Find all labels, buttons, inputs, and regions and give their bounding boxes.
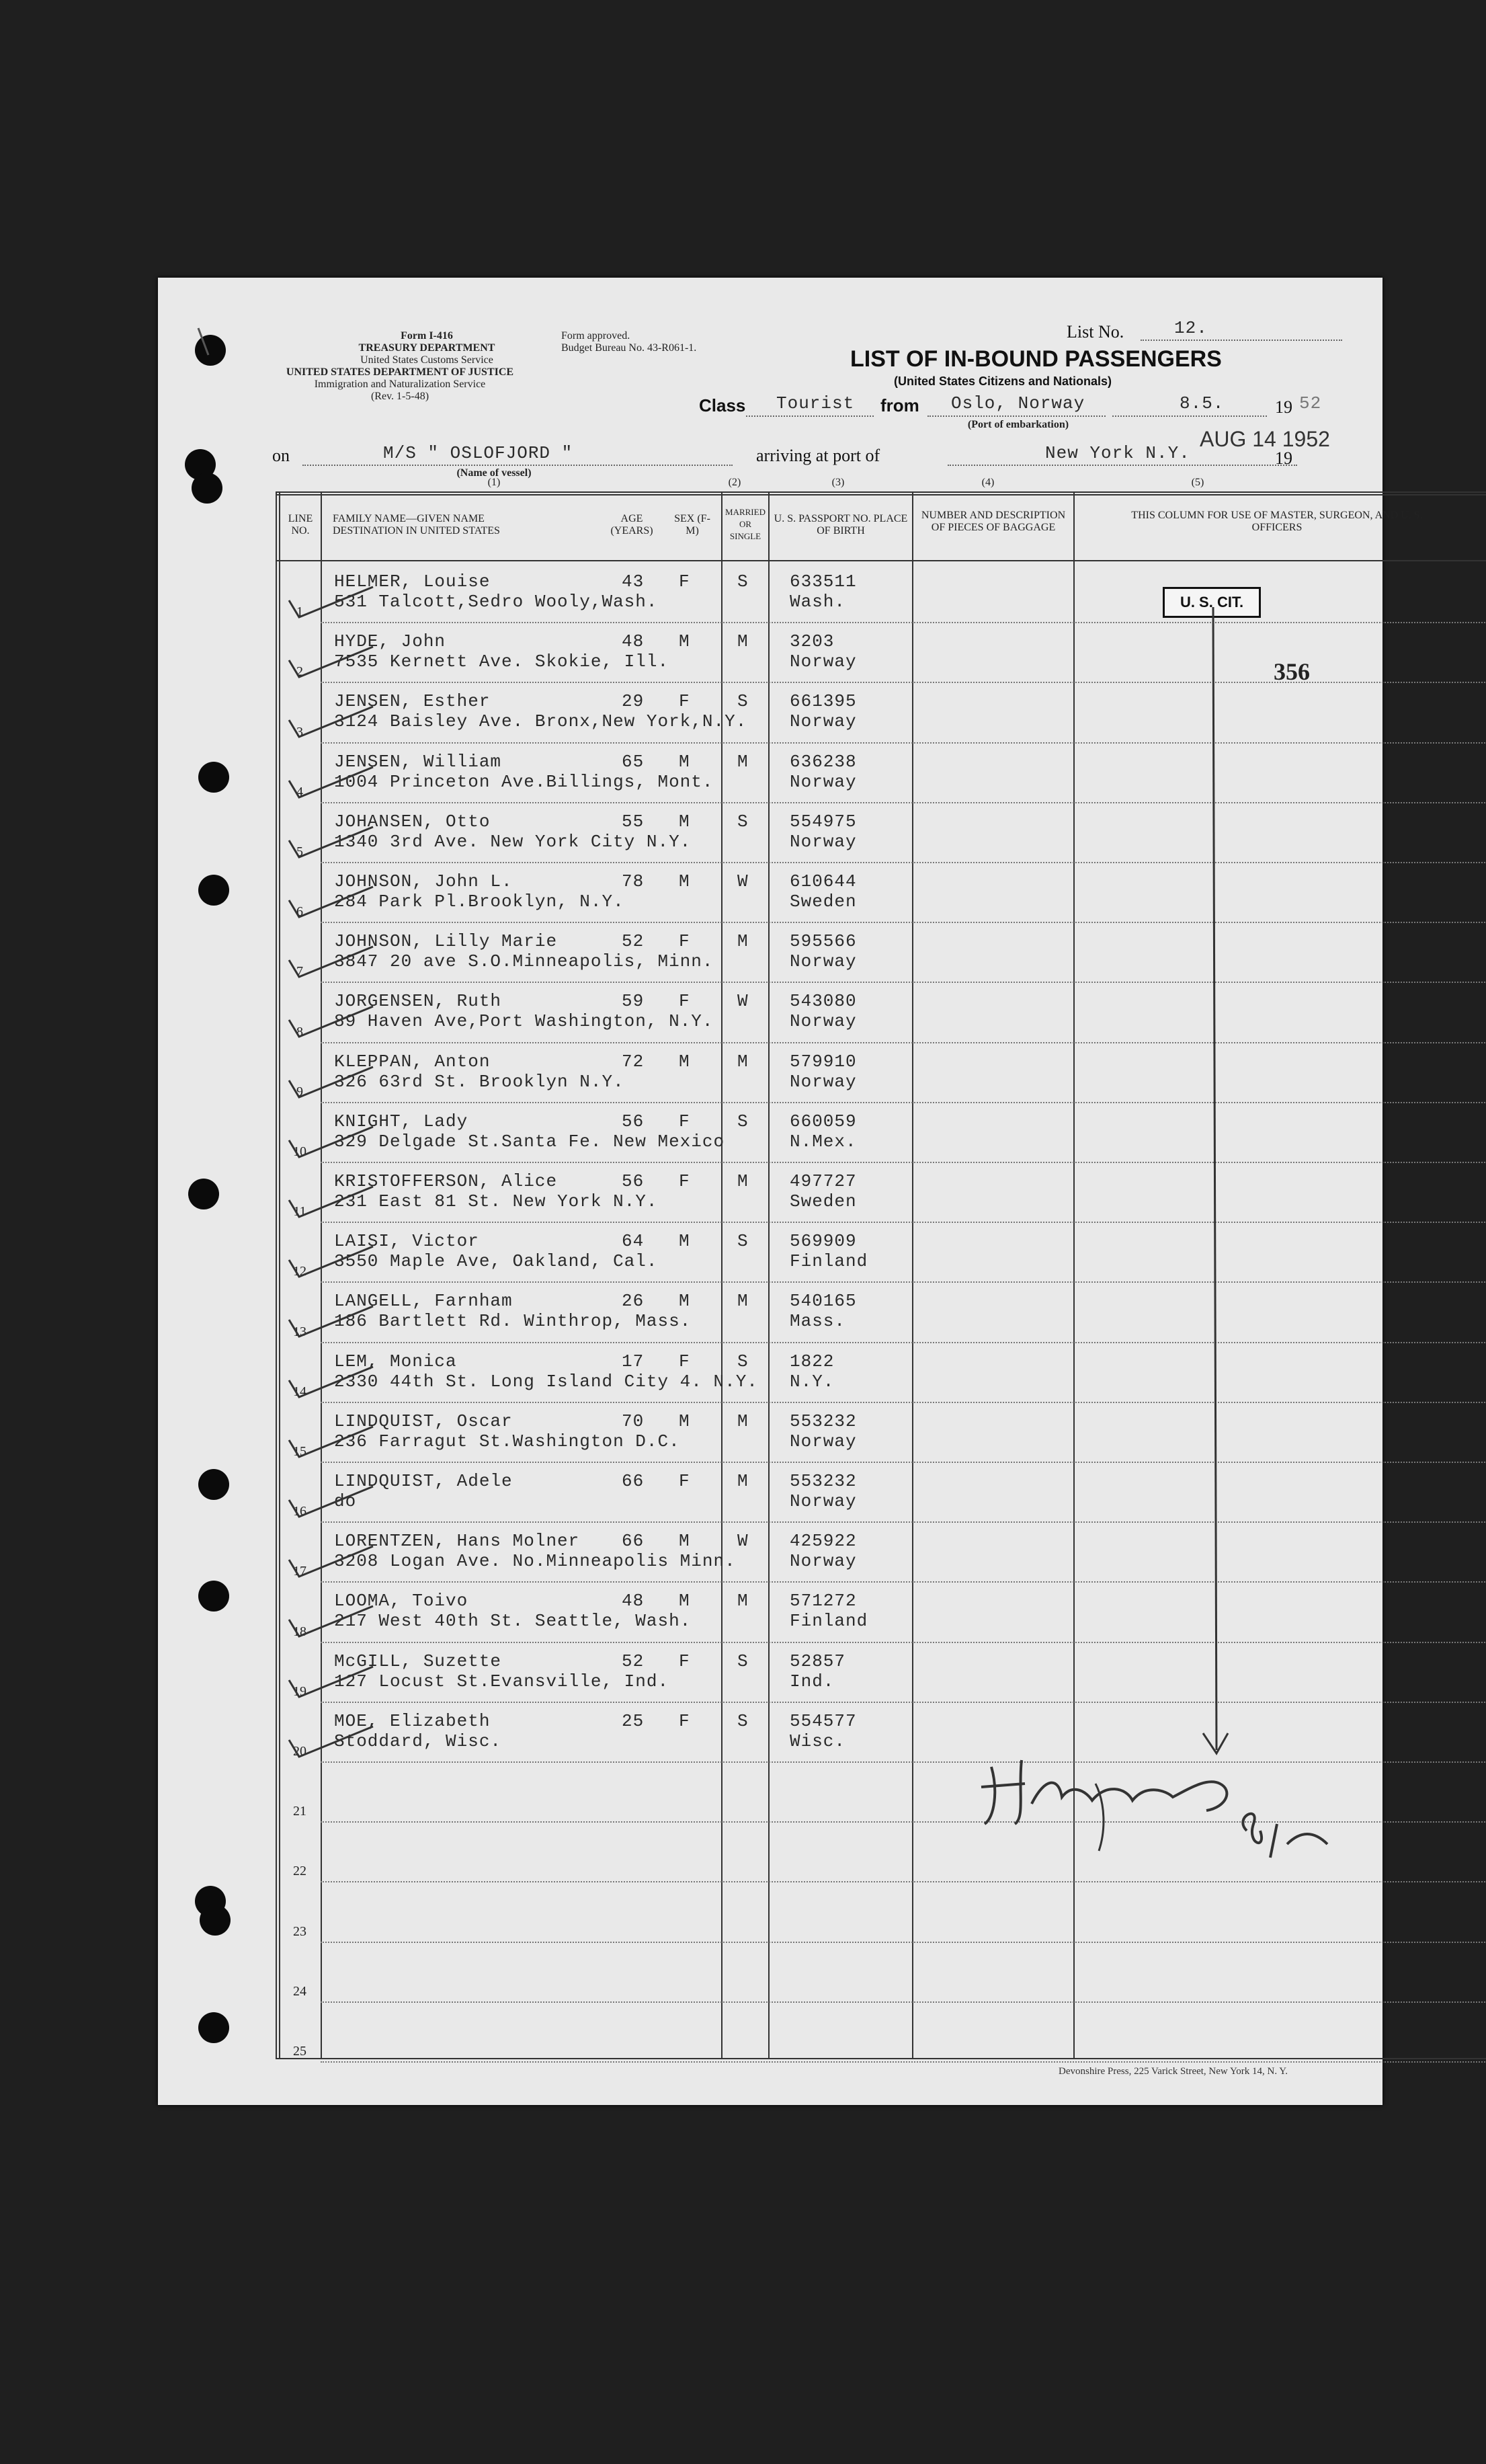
place-of-birth: Norway [790,1551,857,1572]
passenger-name: LANGELL, Farnham [334,1291,513,1312]
passport-number: 636238 [790,751,857,772]
passenger-address: 217 West 40th St. Seattle, Wash. [334,1611,692,1632]
passenger-status: M [737,1051,749,1072]
justice-dept: UNITED STATES DEPARTMENT OF JUSTICE [286,366,514,378]
header-line-no: LINE NO. [288,513,313,536]
passenger-address: 284 Park Pl.Brooklyn, N.Y. [334,891,624,912]
form-approved: Form approved. [561,330,630,342]
place-of-birth: Mass. [790,1311,846,1332]
passenger-status: M [737,1291,749,1312]
passenger-status: W [737,991,749,1012]
place-of-birth: Wisc. [790,1731,846,1751]
passport-number: 553232 [790,1410,857,1431]
passenger-age: 70 [622,1410,645,1431]
line-number: 18 [293,1624,306,1639]
form-revision: (Rev. 1-5-48) [370,391,429,402]
passenger-name: JOHNSON, Lilly Marie [334,931,558,952]
passenger-status: S [737,811,749,832]
line-number: 16 [293,1504,306,1519]
from-value: Oslo, Norway [951,393,1085,413]
passenger-name: LEM, Monica [334,1351,457,1372]
col-number-4: (4) [981,477,995,488]
passenger-sex: F [679,1651,690,1671]
passenger-sex: F [679,1171,690,1191]
passport-number: 3203 [790,631,835,652]
passenger-address: 7535 Kernett Ave. Skokie, Ill. [334,651,669,672]
passenger-name: JORGENSEN, Ruth [334,991,502,1012]
passenger-age: 52 [622,1651,645,1671]
line-number: 7 [296,964,303,980]
passport-number: 425922 [790,1531,857,1552]
place-of-birth: Finland [790,1611,868,1632]
passenger-sex: M [679,1231,690,1252]
list-no-value: 12. [1174,318,1208,338]
passenger-sex: M [679,871,690,891]
passenger-age: 72 [622,1051,645,1072]
page-title: LIST OF IN-BOUND PASSENGERS [850,346,1222,372]
header-baggage: NUMBER AND DESCRIPTION OF PIECES OF BAGGAGE [921,510,1066,533]
passenger-age: 64 [622,1231,645,1252]
line-number: 21 [293,1804,306,1819]
passenger-age: 55 [622,811,645,832]
page-subtitle: (United States Citizens and Nationals) [894,374,1112,388]
passenger-sex: F [679,991,690,1012]
place-of-birth: Norway [790,1491,857,1511]
line-number: 25 [293,2043,306,2059]
passenger-address: 3124 Baisley Ave. Bronx,New York,N.Y. [334,711,747,732]
passenger-sex: F [679,931,690,952]
passenger-status: M [737,931,749,952]
passenger-name: KRISTOFFERSON, Alice [334,1171,558,1191]
us-citizen-stamp: U. S. CIT. [1163,587,1261,618]
passport-number: 52857 [790,1651,846,1671]
passenger-sex: M [679,751,690,772]
port-embarkation-label: (Port of embarkation) [967,419,1069,430]
passenger-address: 231 East 81 St. New York N.Y. [334,1191,658,1211]
header-officers: THIS COLUMN FOR USE OF MASTER, SURGEON, AND U. S. OFFICERS [1131,510,1423,533]
passenger-name: JOHANSEN, Otto [334,811,491,832]
passenger-address: 3847 20 ave S.O.Minneapolis, Minn. [334,951,714,972]
passenger-status: S [737,1710,749,1731]
passenger-status: M [737,751,749,772]
line-number: 5 [296,844,303,859]
passenger-status: S [737,1111,749,1131]
line-number: 11 [293,1204,306,1220]
passenger-status: W [737,1531,749,1552]
header-name: FAMILY NAME—GIVEN NAME DESTINATION IN UNITED STATES [333,513,500,536]
passenger-age: 48 [622,1591,645,1612]
passenger-age: 43 [622,571,645,592]
printer-footer: Devonshire Press, 225 Varick Street, New York 14, N. Y. [1059,2066,1288,2077]
passenger-status: S [737,1651,749,1671]
handwriting-overlay [158,278,1382,2105]
manifest-page [158,278,1423,2105]
form-number: Form I-416 [401,330,453,342]
passenger-status: M [737,1171,749,1191]
on-label: on [272,446,290,465]
passenger-age: 56 [622,1111,645,1131]
place-of-birth: Norway [790,711,857,732]
passport-number: 543080 [790,991,857,1012]
col-number-2: (2) [728,477,741,488]
passenger-age: 25 [622,1710,645,1731]
header-age: AGE (YEARS) [610,513,653,536]
passenger-address: 1004 Princeton Ave.Billings, Mont. [334,771,714,792]
line-number: 3 [296,724,303,740]
line-number: 23 [293,1923,306,1939]
col-number-1: (1) [487,477,501,488]
place-of-birth: Sweden [790,1191,857,1211]
passenger-sex: M [679,631,690,652]
arriving-label: arriving at port of [756,446,880,465]
passenger-address: 186 Bartlett Rd. Winthrop, Mass. [334,1311,692,1332]
officer-initials [1243,1814,1327,1858]
passenger-sex: M [679,811,690,832]
col-number-3: (3) [831,477,845,488]
passenger-status: S [737,1351,749,1372]
passenger-name: LORENTZEN, Hans Molner [334,1531,580,1552]
passenger-name: JOHNSON, John L. [334,871,513,891]
col-number-5: (5) [1191,477,1204,488]
place-of-birth: Norway [790,831,857,852]
vessel-label: (Name of vessel) [456,467,532,479]
year-suffix: 52 [1299,393,1322,413]
arrival-date-stamp: AUG 14 1952 [1200,427,1330,451]
line-number: 9 [296,1084,303,1099]
date-value: 8.5. [1180,393,1225,413]
passenger-name: LAISI, Victor [334,1231,479,1252]
passenger-age: 78 [622,871,645,891]
passenger-name: HYDE, John [334,631,446,652]
passenger-address: 3208 Logan Ave. No.Minneapolis Minn. [334,1551,736,1572]
passenger-sex: F [679,691,690,712]
class-value: Tourist [776,393,855,413]
officer-arrow-line [1213,607,1216,1750]
passenger-age: 66 [622,1471,645,1491]
line-number: 14 [293,1384,306,1399]
place-of-birth: Norway [790,951,857,972]
treasury-dept: TREASURY DEPARTMENT [358,342,495,354]
place-of-birth: Finland [790,1251,868,1272]
line-number: 10 [293,1144,306,1159]
list-no-label: List No. [1067,322,1124,342]
passenger-address: Stoddard, Wisc. [334,1731,502,1751]
passenger-status: M [737,1591,749,1612]
line-number: 17 [293,1564,306,1579]
header-sex: SEX (F-M) [674,513,710,536]
passenger-name: McGILL, Suzette [334,1651,502,1671]
passenger-age: 29 [622,691,645,712]
year-prefix-2: 19 [1275,448,1292,468]
passenger-sex: F [679,571,690,592]
passport-number: 579910 [790,1051,857,1072]
header-married: MARRIED OR SINGLE [725,507,766,541]
place-of-birth: N.Y. [790,1371,835,1392]
passenger-sex: M [679,1291,690,1312]
place-of-birth: Norway [790,651,857,672]
passenger-status: M [737,631,749,652]
passenger-name: KNIGHT, Lady [334,1111,468,1131]
passenger-name: HELMER, Louise [334,571,491,592]
passenger-sex: F [679,1111,690,1131]
passenger-status: S [737,1231,749,1252]
line-number: 12 [293,1264,306,1279]
passenger-age: 65 [622,751,645,772]
passenger-address: 236 Farragut St.Washington D.C. [334,1431,680,1452]
class-label: Class [699,395,746,415]
passport-number: 540165 [790,1291,857,1312]
budget-bureau: Budget Bureau No. 43-R061-1. [561,342,697,354]
passenger-age: 17 [622,1351,645,1372]
passenger-name: JENSEN, William [334,751,502,772]
passenger-address: 89 Haven Ave,Port Washington, N.Y. [334,1011,714,1032]
passport-number: 554577 [790,1710,857,1731]
passenger-sex: M [679,1410,690,1431]
passenger-address: 3550 Maple Ave, Oakland, Cal. [334,1251,658,1272]
line-number: 1 [296,604,303,620]
ins: Immigration and Naturalization Service [314,379,486,390]
passport-number: 595566 [790,931,857,952]
line-number: 2 [296,664,303,680]
line-number: 24 [293,1983,306,1999]
passenger-age: 59 [622,991,645,1012]
passenger-address: 2330 44th St. Long Island City 4. N.Y. [334,1371,758,1392]
passport-number: 497727 [790,1171,857,1191]
passenger-status: S [737,691,749,712]
passenger-address: 531 Talcott,Sedro Wooly,Wash. [334,592,658,612]
pencil-mark [198,328,208,355]
passport-number: 1822 [790,1351,835,1372]
vessel-name: M/S " OSLOFJORD " [383,443,573,463]
arrival-port: New York N.Y. [1045,443,1190,463]
passenger-age: 52 [622,931,645,952]
place-of-birth: Norway [790,1011,857,1032]
passenger-sex: F [679,1351,690,1372]
passenger-sex: M [679,1531,690,1552]
line-number: 20 [293,1743,306,1759]
passport-number: 571272 [790,1591,857,1612]
header-passport: U. S. PASSPORT NO. PLACE OF BIRTH [774,513,908,536]
passenger-age: 26 [622,1291,645,1312]
page-number: 356 [1274,658,1310,685]
passenger-sex: F [679,1471,690,1491]
passport-number: 610644 [790,871,857,891]
passport-number: 660059 [790,1111,857,1131]
passenger-status: M [737,1410,749,1431]
place-of-birth: Norway [790,1071,857,1092]
year-prefix: 19 [1275,397,1292,417]
passenger-status: W [737,871,749,891]
passport-number: 661395 [790,691,857,712]
passenger-name: JENSEN, Esther [334,691,491,712]
passenger-name: LINDQUIST, Adele [334,1471,513,1491]
line-number: 13 [293,1324,306,1339]
passenger-name: LINDQUIST, Oscar [334,1410,513,1431]
passenger-status: M [737,1471,749,1491]
passport-number: 553232 [790,1471,857,1491]
line-number: 8 [296,1024,303,1039]
place-of-birth: Sweden [790,891,857,912]
passenger-address: do [334,1491,357,1511]
place-of-birth: Norway [790,1431,857,1452]
passenger-address: 326 63rd St. Brooklyn N.Y. [334,1071,624,1092]
passport-number: 554975 [790,811,857,832]
customs-service: United States Customs Service [360,354,493,366]
passport-number: 633511 [790,571,857,592]
passport-number: 569909 [790,1231,857,1252]
place-of-birth: Norway [790,771,857,792]
line-number: 4 [296,784,303,799]
signature-stroke [1096,1784,1104,1851]
passenger-age: 66 [622,1531,645,1552]
passenger-name: MOE, Elizabeth [334,1710,491,1731]
passenger-age: 56 [622,1171,645,1191]
passenger-sex: M [679,1591,690,1612]
passenger-address: 127 Locust St.Evansville, Ind. [334,1671,669,1692]
place-of-birth: Ind. [790,1671,835,1692]
place-of-birth: Wash. [790,592,846,612]
line-number: 22 [293,1864,306,1879]
from-label: from [880,395,919,415]
passenger-name: KLEPPAN, Anton [334,1051,491,1072]
passenger-sex: F [679,1710,690,1731]
line-number: 19 [293,1683,306,1699]
passenger-address: 1340 3rd Ave. New York City N.Y. [334,831,692,852]
passenger-age: 48 [622,631,645,652]
passenger-status: S [737,571,749,592]
passenger-name: LOOMA, Toivo [334,1591,468,1612]
passenger-address: 329 Delgade St.Santa Fe. New Mexico [334,1131,725,1152]
place-of-birth: N.Mex. [790,1131,857,1152]
passenger-sex: M [679,1051,690,1072]
line-number: 15 [293,1443,306,1459]
line-number: 6 [296,904,303,920]
